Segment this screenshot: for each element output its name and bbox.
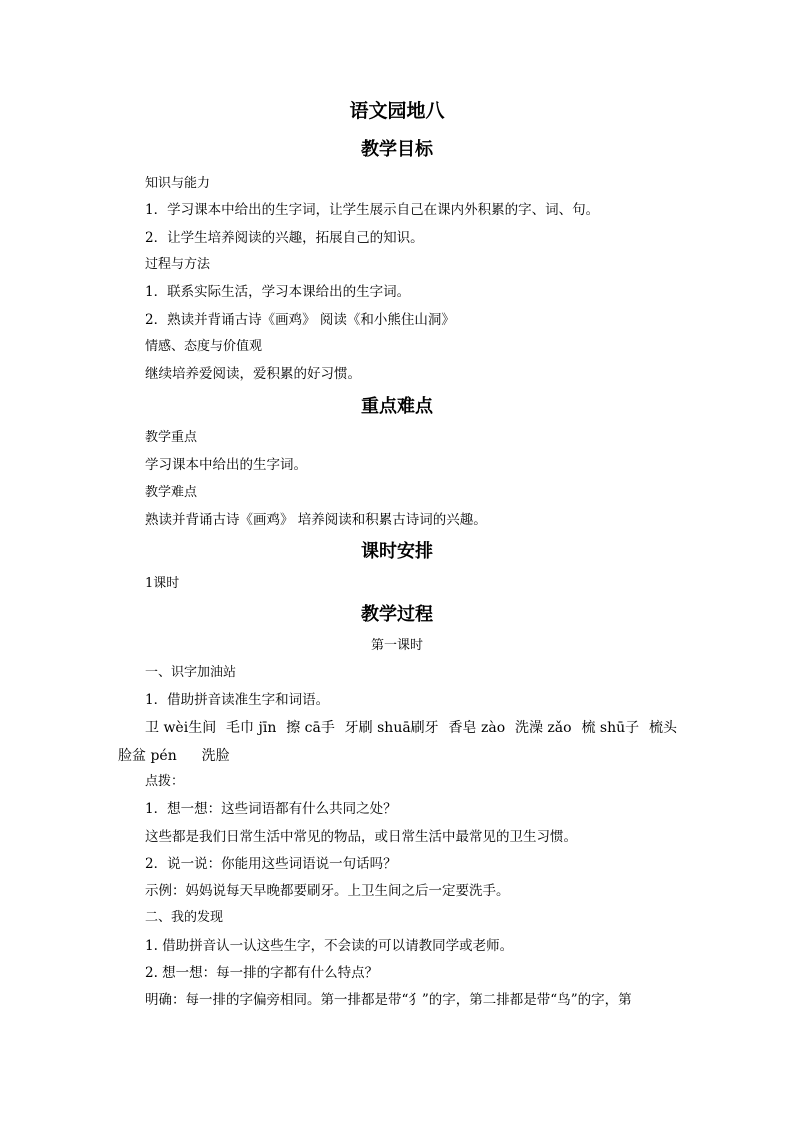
subheading-attitude: 情感、态度与价值观 (145, 339, 263, 354)
paragraph: 2. 想一想：每一排的字都有什么特点？ (145, 965, 379, 981)
paragraph: 1．想一想：这些词语都有什么共同之处？ (145, 801, 397, 817)
paragraph: 1. 借助拼音认一认这些生字，不会读的可以请教同学或老师。 (145, 938, 514, 954)
paragraph: 这些都是我们日常生活中常见的物品，或日常生活中最常见的卫生习惯。 (145, 829, 577, 845)
subheading-difficulty: 教学难点 (145, 485, 198, 500)
hint-label: 点拨： (145, 774, 185, 789)
section-heading: 二、我的发现 (145, 910, 224, 925)
paragraph: 2．熟读并背诵古诗《画鸡》 阅读《和小熊住山洞》 (145, 312, 455, 328)
paragraph: 明确：每一排的字偏旁相同。第一排都是带“犭”的字，第二排都是带“鸟”的字，第 (145, 992, 632, 1008)
word-item: 洗澡 zǎo (514, 720, 572, 736)
word-item: 毛巾 jīn (226, 720, 277, 736)
subheading-key-point: 教学重点 (145, 430, 198, 445)
word-item: 梳头 (648, 720, 677, 736)
lesson-label: 第一课时 (370, 638, 423, 653)
paragraph: 1．联系实际生活，学习本课给出的生字词。 (145, 284, 411, 300)
word-item: 香皂 zào (448, 720, 506, 736)
paragraph: 示例：妈妈说每天早晚都要刷牙。上卫生间之后一定要洗手。 (145, 883, 510, 899)
paragraph: 学习课本中给出的生字词。 (145, 457, 307, 473)
paragraph: 继续培养爱阅读，爱积累的好习惯。 (145, 366, 361, 382)
heading-schedule: 课时安排 (361, 541, 433, 562)
word-item: 卫 wèi生间 (145, 720, 217, 736)
heading-key-points: 重点难点 (361, 396, 433, 417)
paragraph: 1．学习课本中给出的生字词，让学生展示自己在课内外积累的字、词、句。 (145, 202, 600, 218)
paragraph: 熟读并背诵古诗《画鸡》 培养阅读和积累古诗词的兴趣。 (145, 512, 487, 528)
word-item: 脸盆 pén (118, 748, 177, 764)
subheading-knowledge: 知识与能力 (145, 176, 211, 191)
paragraph: 2．说一说：你能用这些词语说一句话吗？ (145, 856, 397, 872)
word-item: 梳 shū子 (581, 720, 640, 736)
word-item: 擦 cā手 (286, 720, 335, 736)
section-heading: 一、识字加油站 (145, 665, 237, 680)
paragraph: 2．让学生培养阅读的兴趣，拓展自己的知识。 (145, 230, 424, 246)
word-list-row (118, 747, 230, 765)
paragraph: 1课时 (145, 576, 180, 591)
heading-teaching-goals: 教学目标 (361, 139, 433, 160)
word-item: 牙刷 shuā刷牙 (344, 720, 439, 736)
word-list-row (145, 719, 677, 737)
word-item: 洗脸 (201, 748, 230, 764)
heading-teaching-process: 教学过程 (361, 604, 433, 625)
subheading-process: 过程与方法 (145, 257, 211, 272)
paragraph: 1．借助拼音读准生字和词语。 (145, 692, 330, 708)
document-title: 语文园地八 (349, 100, 445, 122)
